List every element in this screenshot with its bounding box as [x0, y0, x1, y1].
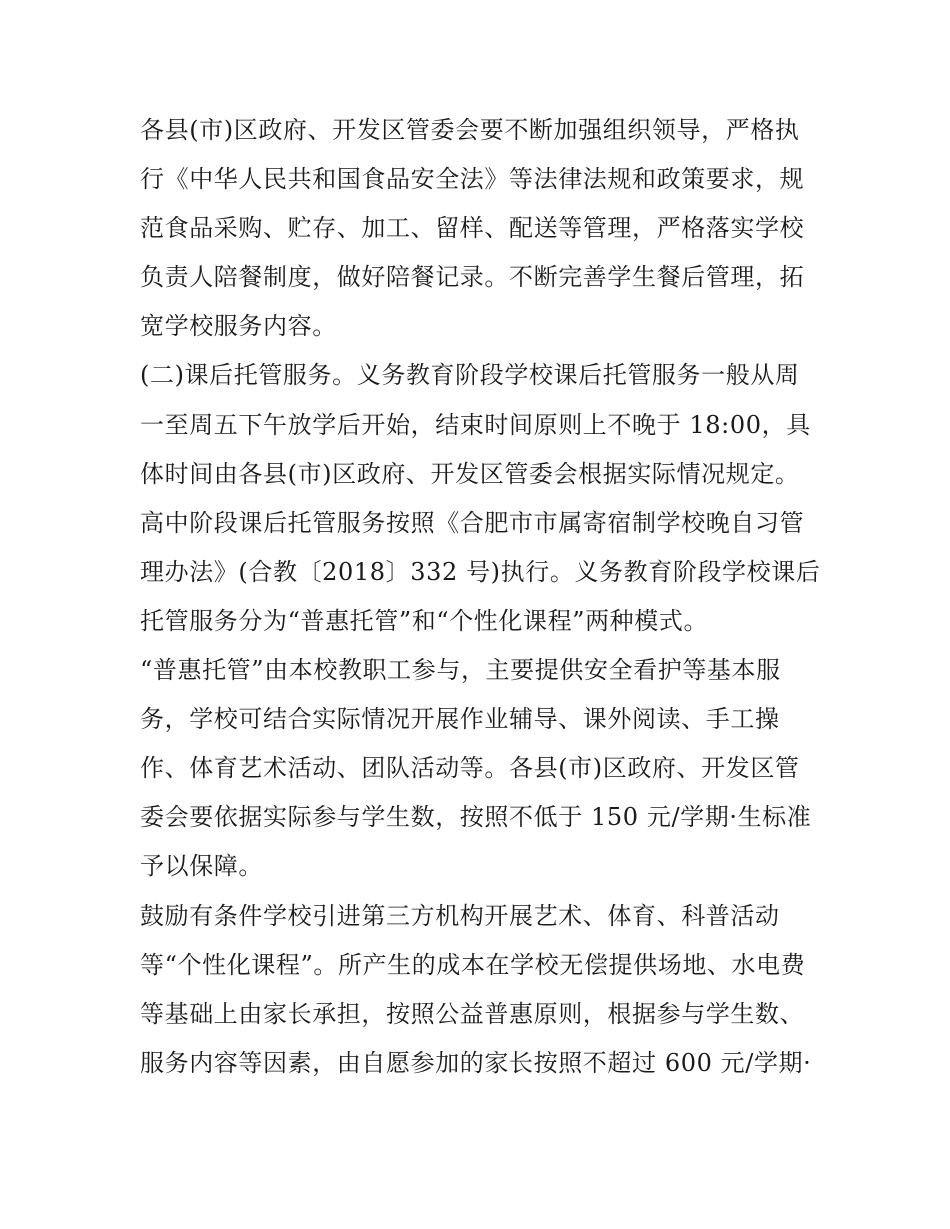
text-line: 高中阶段课后托管服务按照《合肥市市属寄宿制学校晚自习管	[140, 508, 805, 537]
text-line: 委会要依据实际参与学生数，按照不低于 150 元/学期·生标准	[140, 803, 812, 832]
text-line: 托管服务分为“普惠托管”和“个性化课程”两种模式。	[140, 606, 709, 635]
text-line: 各县(市)区政府、开发区管委会要不断加强组织领导，严格执	[140, 116, 800, 144]
text-line: “普惠托管”由本校教职工参与，主要提供安全看护等基本服	[140, 656, 781, 685]
text-line: 范食品采购、贮存、加工、留样、配送等管理，严格落实学校	[140, 214, 805, 243]
text-line: 理办法》(合教〔2018〕332 号)执行。义务教育阶段学校课后	[140, 557, 821, 586]
text-line: 务，学校可结合实际情况开展作业辅导、课外阅读、手工操	[140, 705, 780, 734]
text-line: 予以保障。	[140, 852, 263, 881]
text-line: 等“个性化课程”。所产生的成本在学校无偿提供场地、水电费	[140, 950, 806, 979]
text-line: 宽学校服务内容。	[140, 312, 337, 341]
text-line: 鼓励有条件学校引进第三方机构开展艺术、体育、科普活动	[140, 901, 780, 930]
text-line: (二)课后托管服务。义务教育阶段学校课后托管服务一般从周	[140, 361, 800, 390]
text-line: 等基础上由家长承担，按照公益普惠原则，根据参与学生数、	[140, 999, 805, 1028]
text-line: 服务内容等因素，由自愿参加的家长按照不超过 600 元/学期·	[140, 1048, 812, 1077]
text-line: 行《中华人民共和国食品安全法》等法律法规和政策要求，规	[140, 165, 805, 194]
text-line: 体时间由各县(市)区政府、开发区管委会根据实际情况规定。	[140, 459, 800, 488]
text-line: 负责人陪餐制度，做好陪餐记录。不断完善学生餐后管理，拓	[140, 263, 805, 292]
text-line: 作、体育艺术活动、团队活动等。各县(市)区政府、开发区管	[140, 754, 800, 783]
text-line: 一至周五下午放学后开始，结束时间原则上不晚于 18:00，具	[140, 410, 811, 439]
document-body	[140, 106, 820, 1088]
